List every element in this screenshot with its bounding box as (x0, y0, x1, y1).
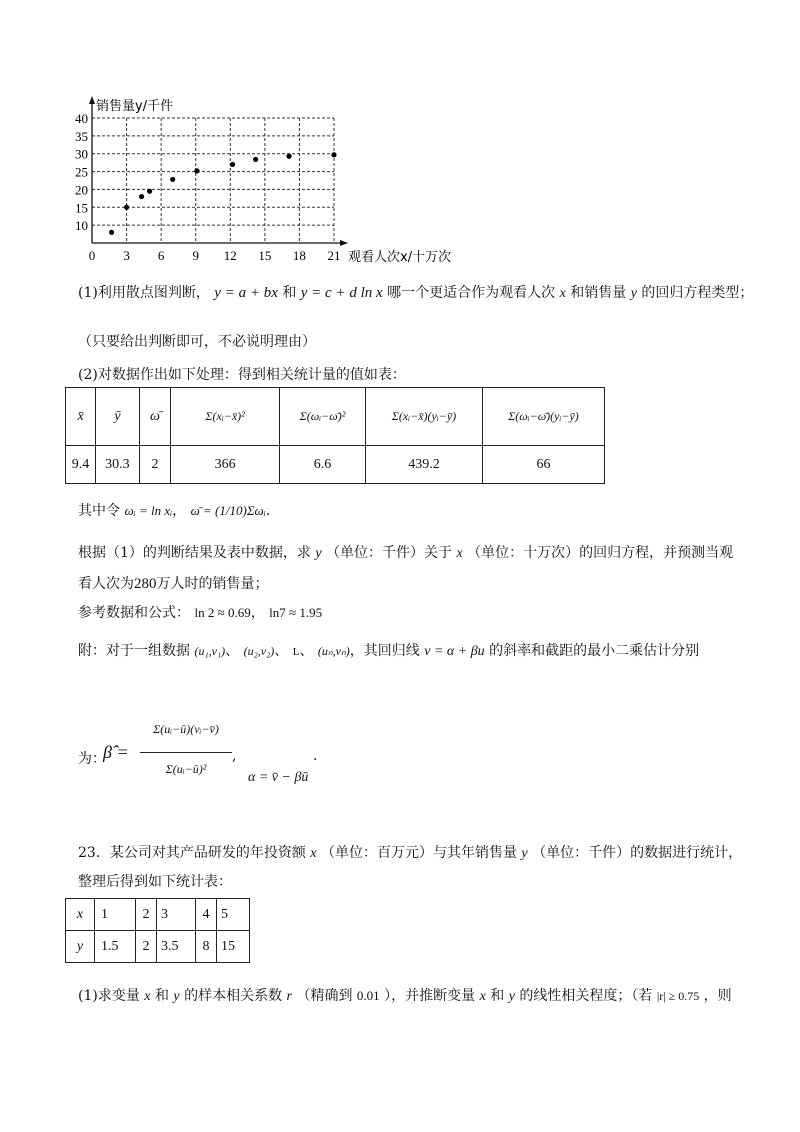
sub1-g: 的线性相关程度；（若 (519, 988, 653, 1004)
sub1-x: x (144, 989, 151, 1004)
ref-label: 参考数据和公式： (78, 605, 190, 621)
data-point (286, 154, 291, 159)
sub1-a: (1)求变量 (78, 988, 140, 1004)
q23-line-2: 整理后得到如下统计表： (78, 874, 232, 890)
q23-line-1 (78, 842, 742, 862)
q1-formula1: y = a + bx (214, 285, 278, 301)
q1-line (78, 282, 753, 302)
x-axis-arrow (340, 240, 348, 246)
value-x-bar: 9.4 (66, 446, 96, 484)
x-tick-label: 0 (88, 248, 96, 263)
header-sum-omega-y: Σ(ωᵢ−ω̄)(yᵢ−ȳ) (482, 388, 604, 446)
q1-end: 的回归方程类型； (641, 285, 754, 301)
sub1-x-2: x (479, 989, 486, 1004)
q23-y-2: 2 (136, 931, 157, 963)
beta-numerator: Σ(uᵢ−ū)(vᵢ−v̄) (153, 722, 219, 736)
header-sum-x-sq: Σ(xᵢ−x̄)² (171, 388, 280, 446)
data-point (109, 230, 114, 235)
header-sum-omega-sq: Σ(ωᵢ−ω̄)² (279, 388, 365, 446)
q23-x: x (310, 846, 317, 861)
q23-table (65, 898, 250, 963)
sub1-e: ），并推断变量 (384, 988, 476, 1004)
is-label: 为： (78, 751, 106, 767)
ref-ln2: ln 2 ≈ 0.69 (194, 605, 251, 620)
ref-ln7: ln7 ≈ 1.95 (269, 605, 323, 620)
sub1-d: （精确到 (296, 988, 353, 1004)
q23-x-2: 2 (136, 899, 157, 931)
sub1-b: 和 (154, 988, 169, 1004)
data-point (124, 205, 129, 210)
q1-prefix: (1)利用散点图判断， (78, 285, 210, 301)
q23-text-1: 23．某公司对其产品研发的年投资额 (78, 845, 306, 861)
data-point (230, 162, 235, 167)
sub1-r: r (286, 989, 292, 1004)
value-sum-omega-sq: 6.6 (279, 446, 365, 484)
beta-comma: , (232, 748, 237, 764)
stats-table (65, 387, 605, 484)
x-tick-label: 21 (327, 248, 341, 263)
q23-y-1: 1.5 (95, 931, 136, 963)
q2-intro: (2)对数据作出如下处理：得到相关统计量的值如表： (78, 367, 406, 383)
task-unit-1: （单位：千件）关于 (326, 545, 453, 561)
x-tick-label: 9 (192, 248, 199, 263)
y-tick-label: 30 (75, 146, 88, 162)
sub1-precision: 0.01 (356, 988, 380, 1003)
task-y: y (315, 546, 322, 561)
where-prefix: 其中令 (78, 503, 120, 519)
beta-symbol: β̂ = (103, 742, 129, 762)
task-unit-2: （单位：十万次）的回归方程，并预测当观 (467, 545, 734, 561)
x-tick-label: 3 (123, 248, 130, 263)
appendix-c: 的斜率和截距的最小二乘估计分别 (489, 643, 700, 659)
q23-y-label: y (66, 931, 95, 963)
data-point (170, 177, 175, 182)
q1-x-var: x (559, 286, 566, 301)
y-tick-label: 25 (75, 164, 88, 180)
q23-x-5: 5 (217, 899, 250, 931)
task-x: x (456, 546, 463, 561)
header-x-bar: x̄ (66, 388, 96, 446)
data-point (331, 152, 336, 157)
formula-period: . (313, 748, 318, 764)
header-sum-xy: Σ(xᵢ−x̄)(yᵢ−ȳ) (366, 388, 483, 446)
header-omega-bar: ω̄ (139, 388, 170, 446)
alpha-formula: α = v̄ − βū (248, 770, 309, 785)
x-tick-label: 12 (223, 248, 237, 263)
y-tick-label: 10 (75, 218, 88, 234)
appendix-line: 附：对于一组数据 (u₁,v₁)、 (u₂,v₂)、 L、 (uₙ,vₙ)，其回归线 v = α + βu 的斜率和截距的最小二乘估计分别 (78, 643, 700, 659)
header-y-bar: ȳ (96, 388, 140, 446)
task-text-2b: 万人时的销售量； (156, 576, 269, 592)
x-axis-label: 观看人次x/十万次 (348, 250, 452, 265)
scatter-chart (60, 90, 480, 270)
x-tick-label: 6 (157, 248, 165, 263)
task-line-2 (78, 573, 269, 593)
y-tick-label: 35 (75, 128, 88, 144)
q23-x-label: x (66, 899, 95, 931)
q23-x-1: 1 (95, 899, 136, 931)
q23-y-5: 15 (217, 931, 250, 963)
x-tick-label: 18 (292, 248, 306, 263)
q23-sub1 (78, 985, 732, 1005)
appendix-b: ，其回归线 (349, 643, 420, 659)
q1-and: 和销售量 (570, 285, 627, 301)
q1-formula2: y = c + d ln x (300, 285, 383, 301)
pair-2: (u₂,v₂) (243, 644, 275, 658)
y-tick-label: 40 (75, 111, 88, 126)
q23-x-4: 4 (196, 899, 217, 931)
beta-denominator: Σ(uᵢ−ū)² (165, 762, 207, 776)
y-tick-label: 20 (75, 182, 88, 198)
data-point (147, 189, 152, 194)
sub1-h: ，则 (703, 988, 732, 1004)
task-line-1 (78, 542, 733, 562)
q23-y-4: 8 (196, 931, 217, 963)
q23-unit-2: （单位：千件）的数据进行统计， (532, 845, 743, 861)
data-point (194, 168, 199, 173)
value-sum-x-sq: 366 (171, 446, 280, 484)
sub1-f: 和 (490, 988, 505, 1004)
sub1-condition: |r| ≥ 0.75 (656, 989, 700, 1003)
q23-y-3: 3.5 (157, 931, 196, 963)
task-num: 280 (134, 576, 157, 592)
where-def2: ω̄ = (1/10)Σωᵢ (190, 503, 266, 518)
x-tick-label: 15 (258, 248, 272, 263)
pair-n: (uₙ,vₙ) (317, 644, 350, 658)
q1-note: （只要给出判断即可，不必说明理由） (78, 334, 316, 350)
y-axis-label: 销售量y/千件 (96, 99, 174, 114)
ref-line: 参考数据和公式： ln 2 ≈ 0.69， ln7 ≈ 1.95 (78, 605, 323, 621)
value-y-bar: 30.3 (96, 446, 140, 484)
q1-y-var: y (630, 286, 637, 301)
pair-1: (u₁,v₁) (194, 644, 226, 658)
task-text-2a: 看人次为 (78, 576, 134, 592)
sub1-y: y (173, 989, 180, 1004)
y-axis-arrow (89, 96, 95, 104)
q23-y: y (521, 846, 528, 861)
task-text-1: 根据（1）的判断结果及表中数据，求 (78, 545, 311, 561)
data-point (139, 194, 144, 199)
q1-mid: 和 (282, 285, 297, 301)
where-def1: ωᵢ = ln xᵢ (124, 503, 173, 518)
value-sum-omega-y: 66 (482, 446, 604, 484)
data-point (253, 157, 258, 162)
q1-suffix: 哪一个更适合作为观看人次 (387, 285, 556, 301)
fraction-bar (140, 752, 232, 753)
sub1-y-2: y (508, 989, 515, 1004)
q23-unit-1: （单位：百万元）与其年销售量 (320, 845, 517, 861)
value-omega-bar: 2 (139, 446, 170, 484)
ellipsis: L (292, 646, 300, 658)
y-tick-label: 15 (75, 200, 88, 216)
appendix-a: 附：对于一组数据 (78, 643, 190, 659)
sub1-c: 的样本相关系数 (184, 988, 283, 1004)
value-sum-xy: 439.2 (366, 446, 483, 484)
regression-line: v = α + βu (424, 644, 485, 659)
q23-x-3: 3 (157, 899, 196, 931)
where-line: 其中令 ωᵢ = ln xᵢ， ω̄ = (1/10)Σωᵢ. (78, 503, 271, 519)
